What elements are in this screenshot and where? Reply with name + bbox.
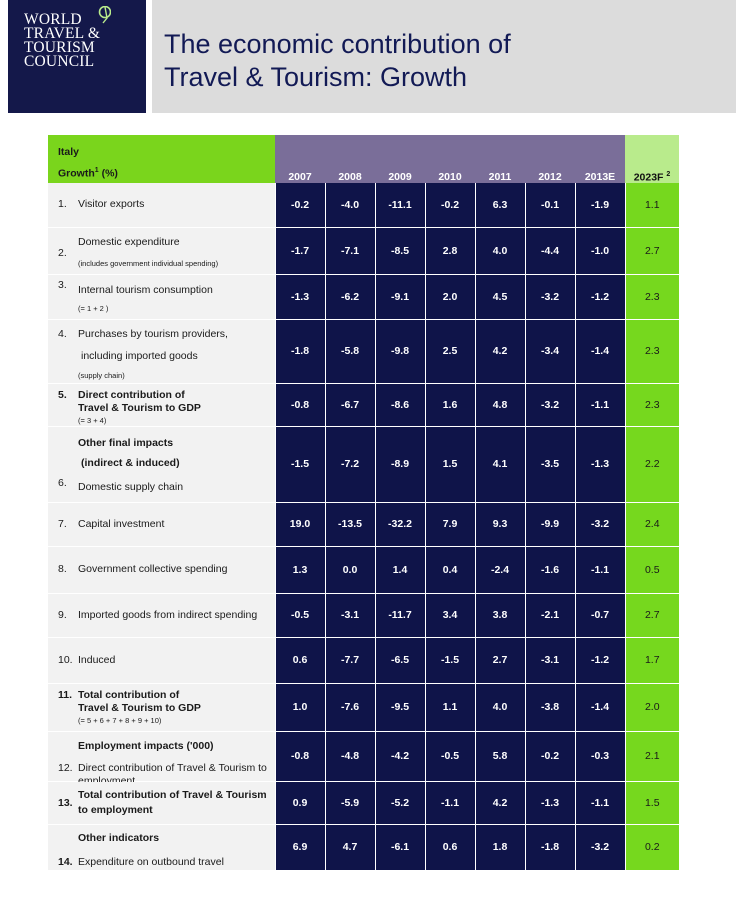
value-cell: 3.4 (425, 593, 475, 637)
value-cell: -1.0 (575, 227, 625, 274)
forecast-cell: 2.2 (625, 426, 679, 502)
value-cell: -3.4 (525, 319, 575, 383)
row-number: 9. (58, 608, 67, 621)
value-cell: -1.6 (525, 546, 575, 593)
table-row (48, 274, 679, 319)
value-cell: -0.2 (425, 183, 475, 227)
forecast-cell: 2.1 (625, 731, 679, 781)
section-heading: (indirect & induced) (81, 456, 180, 469)
value-cell: -4.4 (525, 227, 575, 274)
value-cell: 2.8 (425, 227, 475, 274)
row-label (48, 781, 275, 824)
table-row (48, 502, 679, 546)
year-header: 2008 (325, 135, 375, 183)
value-cell: -7.6 (325, 683, 375, 731)
forecast-cell: 0.5 (625, 546, 679, 593)
table-row (48, 383, 679, 426)
value-cell: -4.8 (325, 731, 375, 781)
growth-label: Growth$^1$ (%) (58, 167, 118, 180)
value-cell: -0.7 (575, 593, 625, 637)
row-text: Domestic expenditure (78, 235, 180, 248)
value-cell: 5.8 (475, 731, 525, 781)
value-cell: -3.8 (525, 683, 575, 731)
row-note: (= 5 + 6 + 7 + 8 + 9 + 10) (78, 715, 162, 725)
year-header: 2010 (425, 135, 475, 183)
wttc-logo (8, 0, 146, 113)
forecast-year-header: 2023F $^2$ (625, 135, 679, 183)
row-text: Direct contribution of Travel & Tourism to (78, 761, 267, 774)
value-cell: -4.0 (325, 183, 375, 227)
row-number: 4. (58, 327, 67, 340)
value-cell: -4.2 (375, 731, 425, 781)
year-header: 2011 (475, 135, 525, 183)
value-cell: -2.4 (475, 546, 525, 593)
forecast-cell: 1.7 (625, 637, 679, 683)
value-cell: 1.5 (425, 426, 475, 502)
value-cell: -1.8 (275, 319, 325, 383)
country-label: Italy (58, 146, 80, 158)
value-cell: -3.1 (325, 593, 375, 637)
value-cell: -0.2 (275, 183, 325, 227)
table-row (48, 683, 679, 731)
value-cell: -1.5 (275, 426, 325, 502)
value-cell: -3.5 (525, 426, 575, 502)
row-text: Direct contribution of (78, 388, 185, 401)
value-cell: -1.1 (575, 383, 625, 426)
value-cell: -1.1 (575, 781, 625, 824)
value-cell: 2.0 (425, 274, 475, 319)
value-cell: 2.7 (475, 637, 525, 683)
forecast-cell: 1.1 (625, 183, 679, 227)
value-cell: -8.6 (375, 383, 425, 426)
forecast-cell: 2.4 (625, 502, 679, 546)
forecast-cell: 0.2 (625, 824, 679, 870)
value-cell: -0.5 (425, 731, 475, 781)
row-text: Imported goods from indirect spending (78, 608, 258, 621)
row-number: 8. (58, 563, 67, 575)
value-cell: -3.2 (575, 824, 625, 870)
value-cell: -1.3 (575, 426, 625, 502)
value-cell: -7.1 (325, 227, 375, 274)
value-cell: 1.8 (475, 824, 525, 870)
value-cell: -2.1 (525, 593, 575, 637)
title-banner (152, 0, 736, 113)
value-cell: 1.0 (275, 683, 325, 731)
table-row (48, 426, 679, 502)
value-cell: -3.2 (575, 502, 625, 546)
value-cell: -1.4 (575, 683, 625, 731)
row-label (48, 593, 275, 637)
value-cell: 0.9 (275, 781, 325, 824)
value-cell: -3.2 (525, 274, 575, 319)
value-cell: -6.2 (325, 274, 375, 319)
row-label (48, 683, 275, 731)
value-cell: -5.2 (375, 781, 425, 824)
value-cell: -5.8 (325, 319, 375, 383)
value-cell: 0.6 (425, 824, 475, 870)
row-text: Travel & Tourism to GDP (78, 701, 201, 714)
value-cell: -0.5 (275, 593, 325, 637)
value-cell: -0.8 (275, 383, 325, 426)
row-note: (= 1 + 2 ) (78, 303, 109, 313)
value-cell: -1.5 (425, 637, 475, 683)
value-cell: 4.0 (475, 683, 525, 731)
value-cell: -1.1 (425, 781, 475, 824)
row-text: Domestic supply chain (78, 480, 184, 493)
value-cell: -1.8 (525, 824, 575, 870)
value-cell: -1.3 (275, 274, 325, 319)
value-cell: -1.7 (275, 227, 325, 274)
forecast-cell: 2.7 (625, 593, 679, 637)
value-cell: -8.9 (375, 426, 425, 502)
row-number: 13. (58, 797, 73, 809)
value-cell: 4.7 (325, 824, 375, 870)
value-cell: -11.1 (375, 183, 425, 227)
forecast-cell: 2.0 (625, 683, 679, 731)
row-label (48, 731, 275, 781)
forecast-cell: 2.3 (625, 274, 679, 319)
table-row (48, 637, 679, 683)
forecast-cell: 2.3 (625, 383, 679, 426)
value-cell: -0.1 (525, 183, 575, 227)
value-cell: -6.1 (375, 824, 425, 870)
row-text: Total contribution of (78, 688, 180, 701)
value-cell: -13.5 (325, 502, 375, 546)
row-text: including imported goods (81, 349, 198, 362)
value-cell: 4.0 (475, 227, 525, 274)
value-cell: -1.3 (525, 781, 575, 824)
table-row (48, 183, 679, 227)
row-text: Purchases by tourism providers, (78, 327, 228, 340)
value-cell: -0.2 (525, 731, 575, 781)
value-cell: 7.9 (425, 502, 475, 546)
row-note: (= 3 + 4) (78, 415, 107, 425)
table-row (48, 593, 679, 637)
row-label (48, 383, 275, 426)
value-cell: 0.4 (425, 546, 475, 593)
row-text: Government collective spending (78, 563, 228, 575)
section-heading: Other indicators (78, 831, 160, 844)
row-label (48, 502, 275, 546)
row-number: 6. (58, 476, 67, 489)
row-number: 5. (58, 388, 67, 401)
value-cell: -9.8 (375, 319, 425, 383)
value-cell: 4.5 (475, 274, 525, 319)
year-header: 2009 (375, 135, 425, 183)
value-cell: -7.2 (325, 426, 375, 502)
value-cell: 9.3 (475, 502, 525, 546)
table-header-label (48, 135, 275, 183)
value-cell: 4.2 (475, 319, 525, 383)
value-cell: 4.8 (475, 383, 525, 426)
row-label (48, 546, 275, 593)
row-text: Visitor exports (78, 198, 145, 210)
section-heading: Other final impacts (78, 436, 174, 449)
value-cell: 1.4 (375, 546, 425, 593)
logo-text: WORLD TRAVEL & TOURISM COUNCIL (24, 11, 101, 70)
value-cell: 1.6 (425, 383, 475, 426)
table-row (48, 781, 679, 824)
row-text: Total contribution of Travel & Tourism (78, 789, 267, 801)
value-cell: -1.2 (575, 274, 625, 319)
forecast-cell: 2.7 (625, 227, 679, 274)
row-label (48, 274, 275, 319)
row-label (48, 824, 275, 870)
value-cell: 19.0 (275, 502, 325, 546)
row-text: Expenditure on outbound travel (78, 855, 224, 868)
table-row (48, 227, 679, 274)
row-number: 7. (58, 517, 67, 530)
value-cell: 4.1 (475, 426, 525, 502)
value-cell: -9.5 (375, 683, 425, 731)
year-header: 2012 (525, 135, 575, 183)
value-cell: 1.3 (275, 546, 325, 593)
row-text: Travel & Tourism to GDP (78, 401, 201, 414)
row-label (48, 227, 275, 274)
row-number: 14. (58, 855, 73, 868)
value-cell: -9.9 (525, 502, 575, 546)
value-cell: -0.3 (575, 731, 625, 781)
row-label (48, 183, 275, 227)
row-label (48, 319, 275, 383)
row-number: 3. (58, 278, 67, 291)
value-cell: -5.9 (325, 781, 375, 824)
value-cell: -6.5 (375, 637, 425, 683)
row-label (48, 637, 275, 683)
value-cell: -3.2 (525, 383, 575, 426)
table-row (48, 319, 679, 383)
row-number: 12. (58, 761, 73, 774)
row-number: 10. (58, 653, 73, 666)
row-text: Internal tourism consumption (78, 283, 213, 296)
value-cell: -9.1 (375, 274, 425, 319)
row-note: (includes government individual spending) (78, 258, 219, 268)
value-cell: -3.1 (525, 637, 575, 683)
forecast-cell: 1.5 (625, 781, 679, 824)
table-row (48, 546, 679, 593)
value-cell: 2.5 (425, 319, 475, 383)
value-cell: -1.9 (575, 183, 625, 227)
value-cell: 1.1 (425, 683, 475, 731)
section-heading: Employment impacts ('000) (78, 739, 214, 752)
value-cell: 0.0 (325, 546, 375, 593)
growth-table (48, 135, 679, 871)
value-cell: -6.7 (325, 383, 375, 426)
value-cell: 4.2 (475, 781, 525, 824)
row-text: Induced (78, 653, 116, 666)
page-title: The economic contribution of Travel & Tourism: Growth (164, 29, 511, 92)
row-text: to employment (78, 804, 153, 816)
row-note: (supply chain) (78, 370, 125, 380)
value-cell: -32.2 (375, 502, 425, 546)
value-cell: 6.9 (275, 824, 325, 870)
table-row (48, 824, 679, 870)
forecast-cell: 2.3 (625, 319, 679, 383)
value-cell: -8.5 (375, 227, 425, 274)
row-text: Capital investment (78, 517, 165, 530)
table-row (48, 731, 679, 781)
value-cell: 0.6 (275, 637, 325, 683)
value-cell: -1.4 (575, 319, 625, 383)
value-cell: -0.8 (275, 731, 325, 781)
row-number: 1. (58, 198, 67, 210)
value-cell: -11.7 (375, 593, 425, 637)
value-cell: -1.1 (575, 546, 625, 593)
row-label (48, 426, 275, 502)
row-number: 11. (58, 688, 73, 701)
year-header: 2013E (575, 135, 625, 183)
value-cell: -1.2 (575, 637, 625, 683)
value-cell: 3.8 (475, 593, 525, 637)
value-cell: 6.3 (475, 183, 525, 227)
value-cell: -7.7 (325, 637, 375, 683)
row-number: 2. (58, 246, 67, 259)
year-header: 2007 (275, 135, 325, 183)
